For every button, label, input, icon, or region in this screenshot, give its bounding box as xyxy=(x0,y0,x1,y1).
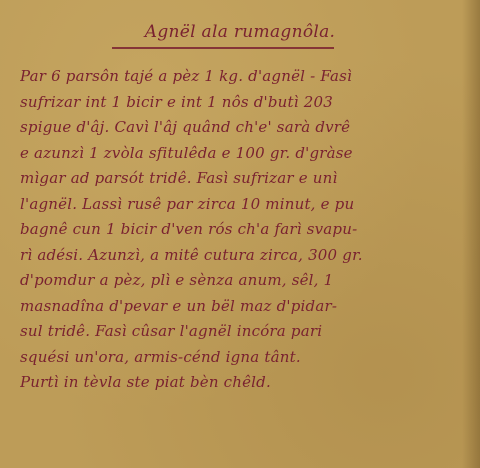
text-line: Purtì in tèvla ste piat bèn chêld. xyxy=(20,373,271,391)
text-line: squési un'ora, armis-cénd igna tânt. xyxy=(20,347,301,366)
text-line: spigue d'âj. Cavì l'âj quând ch'e' sarà dvrê xyxy=(20,118,351,136)
text-line: mìgar ad parsót tridê. Fasì sufrizar e unì xyxy=(20,169,338,187)
text-line: bagnê cun 1 bicir d'ven rós ch'a farì svapu- xyxy=(20,220,358,238)
text-line: Par 6 parsôn tajé a pèz 1 kg. d'agnël - Fasì xyxy=(20,67,352,85)
recipe-title: Agnël ala rumagnôla. xyxy=(144,22,336,42)
text-line: e azunzì 1 zvòla sfitulêda e 100 gr. d'gràse xyxy=(20,143,353,162)
text-line: masnadîna d'pevar e un bël maz d'pidar- xyxy=(20,296,338,315)
text-line: l'agnël. Lassì rusê par zirca 10 minut, e pu xyxy=(20,194,355,213)
text-line: d'pomdur a pèz, plì e sènza anum, sêl, 1 xyxy=(20,271,334,289)
text-line: rì adési. Azunzì, a mitê cutura zirca, 300 gr. xyxy=(20,245,363,264)
title-underline xyxy=(112,47,334,49)
text-line: sufrizar int 1 bicir e int 1 nôs d'butì 203 xyxy=(20,92,333,111)
text-line: sul tridê. Fasì cûsar l'agnël incóra pari xyxy=(20,322,323,340)
recipe-body xyxy=(20,64,466,396)
